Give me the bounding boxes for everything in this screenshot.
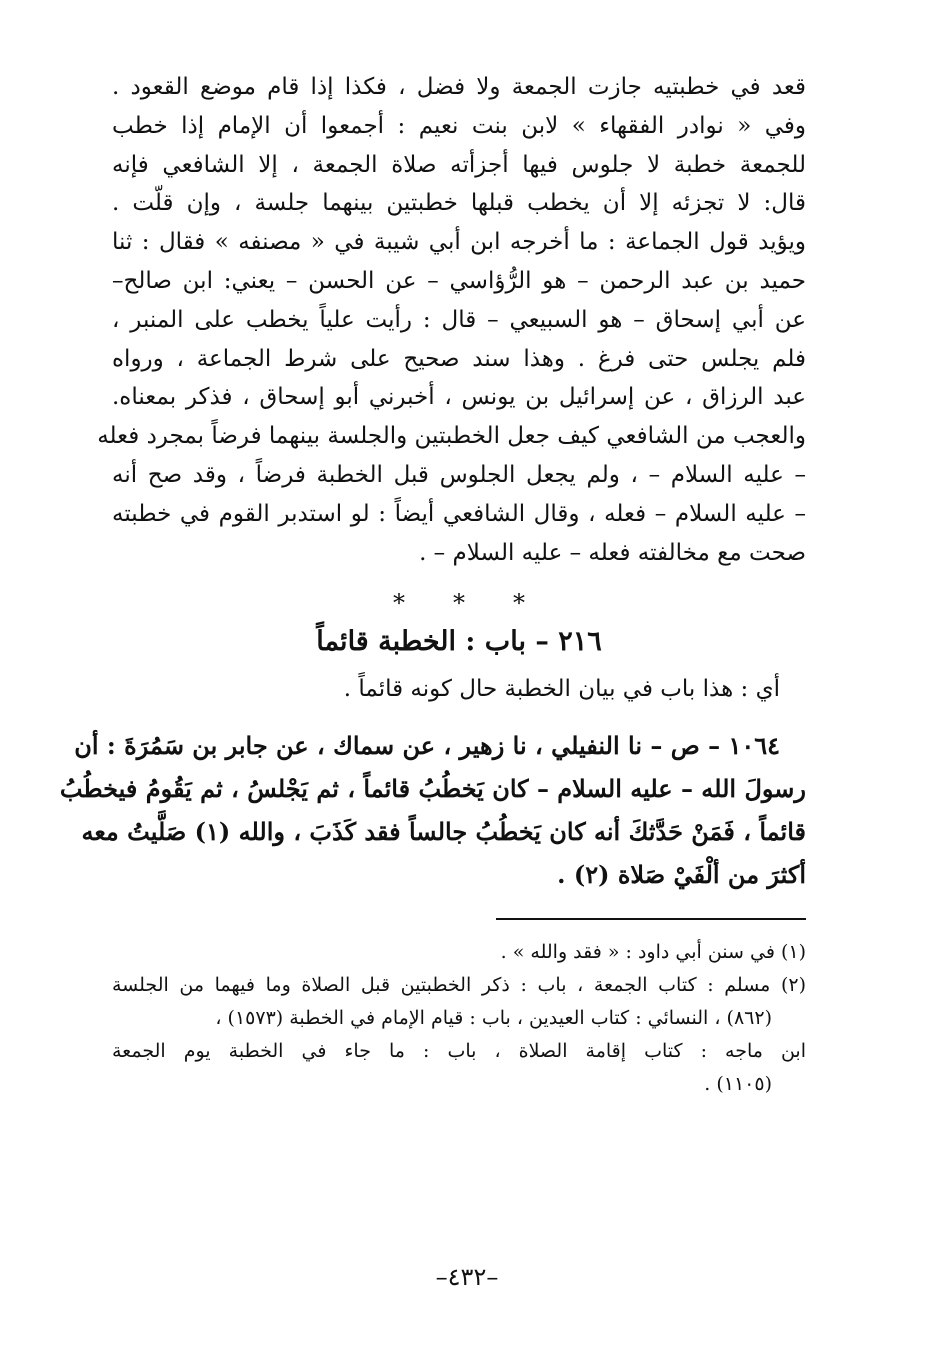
- text-line: قال: لا تجزئه إلا أن يخطب قبلها خطبتين بينهما جلسة ، وإن قلّت .: [112, 190, 806, 217]
- text-line: قعد في خطبتيه جازت الجمعة ولا فضل ، فكذا إذا قام موضع القعود .: [112, 74, 806, 100]
- text-line: فلم يجلس حتى فرغ . وهذا سند صحيح على شرط الجماعة ، ورواه: [112, 345, 806, 372]
- footnote-line: (١) في سنن أبي داود : « فقد والله » .: [500, 941, 806, 964]
- text-line: حميد بن عبد الرحمن – هو الرُّؤاسي – عن الحسن – يعني: ابن صالح–: [112, 267, 806, 294]
- text-line: وفي « نوادر الفقهاء » لابن بنت نعيم : أجمعوا أن الإمام إذا خطب: [112, 112, 806, 139]
- main-text: [97, 68, 806, 572]
- text-line: والعجب من الشافعي كيف جعل الخطبتين والجلسة بينهما فرضاً بمجرد فعله: [97, 423, 806, 450]
- footnote-line: (٨٦٢) ، النسائي : كتاب العيدين ، باب : قيام الإمام في الخطبة (١٥٧٣) ،: [215, 1007, 772, 1030]
- footnote-2: [112, 969, 806, 1101]
- hadith-text: [59, 724, 806, 896]
- page-content: [59, 68, 806, 1101]
- chapter-title: ٢١٦ – باب : الخطبة قائماً: [316, 626, 602, 658]
- page-number: –٤٣٢–: [435, 1263, 499, 1291]
- separator-star: *: [453, 589, 465, 618]
- hadith-line: أكثرَ من ألْفَيْ صَلاة (٢) .: [557, 860, 806, 890]
- text-line: – عليه السلام – فعله ، وقال الشافعي أيضاً : لو استدبر القوم في خطبته: [112, 500, 806, 527]
- hadith-line: رسولَ الله – عليه السلام – كان يَخطُبُ قائماً ، ثم يَجْلسُ ، ثم يَقُومُ فيخطُبُ: [59, 774, 806, 804]
- separator-star: *: [393, 589, 405, 618]
- footnote-1: [112, 936, 806, 969]
- footnote-line: (١١٠٥) .: [704, 1073, 772, 1096]
- footnote-line: (٢) مسلم : كتاب الجمعة ، باب : ذكر الخطبتين قبل الصلاة وما فيهما من الجلسة: [112, 974, 806, 997]
- section-separator: [112, 588, 806, 618]
- text-line: – عليه السلام – ، ولم يجعل الجلوس قبل الخطبة فرضاً ، وقد صح أنه: [112, 461, 806, 488]
- chapter-intro: أي : هذا باب في بيان الخطبة حال كونه قائماً .: [343, 676, 780, 703]
- text-line: عن أبي إسحاق – هو السبيعي – قال : رأيت علياً يخطب على المنبر ،: [112, 306, 806, 333]
- footnotes: [112, 936, 806, 1101]
- separator-star: *: [513, 589, 525, 618]
- hadith-line: قائماً ، فَمَنْ حَدَّثكَ أنه كان يَخطُبُ جالساً فقد كَذَبَ ، والله (١) صَلَّيتُ معه: [81, 817, 806, 847]
- text-line: صحت مع مخالفته فعله – عليه السلام – .: [419, 539, 806, 566]
- footnote-line: ابن ماجه : كتاب إقامة الصلاة ، باب : ما جاء في الخطبة يوم الجمعة: [112, 1040, 806, 1063]
- footnote-divider: [496, 918, 806, 920]
- text-line: للجمعة خطبة لا جلوس فيها أجزأته صلاة الجمعة ، إلا الشافعي فإنه: [112, 151, 806, 178]
- text-line: ويؤيد قول الجماعة : ما أخرجه ابن أبي شيبة في « مصنفه » فقال : ثنا: [112, 229, 806, 256]
- hadith-line: ١٠٦٤ – ص – نا النفيلي ، نا زهير ، عن سماك ، عن جابر بن سَمُرَةَ : أن: [74, 731, 780, 761]
- text-line: عبد الرزاق ، عن إسرائيل بن يونس ، أخبرني أبو إسحاق ، فذكر بمعناه.: [112, 384, 806, 411]
